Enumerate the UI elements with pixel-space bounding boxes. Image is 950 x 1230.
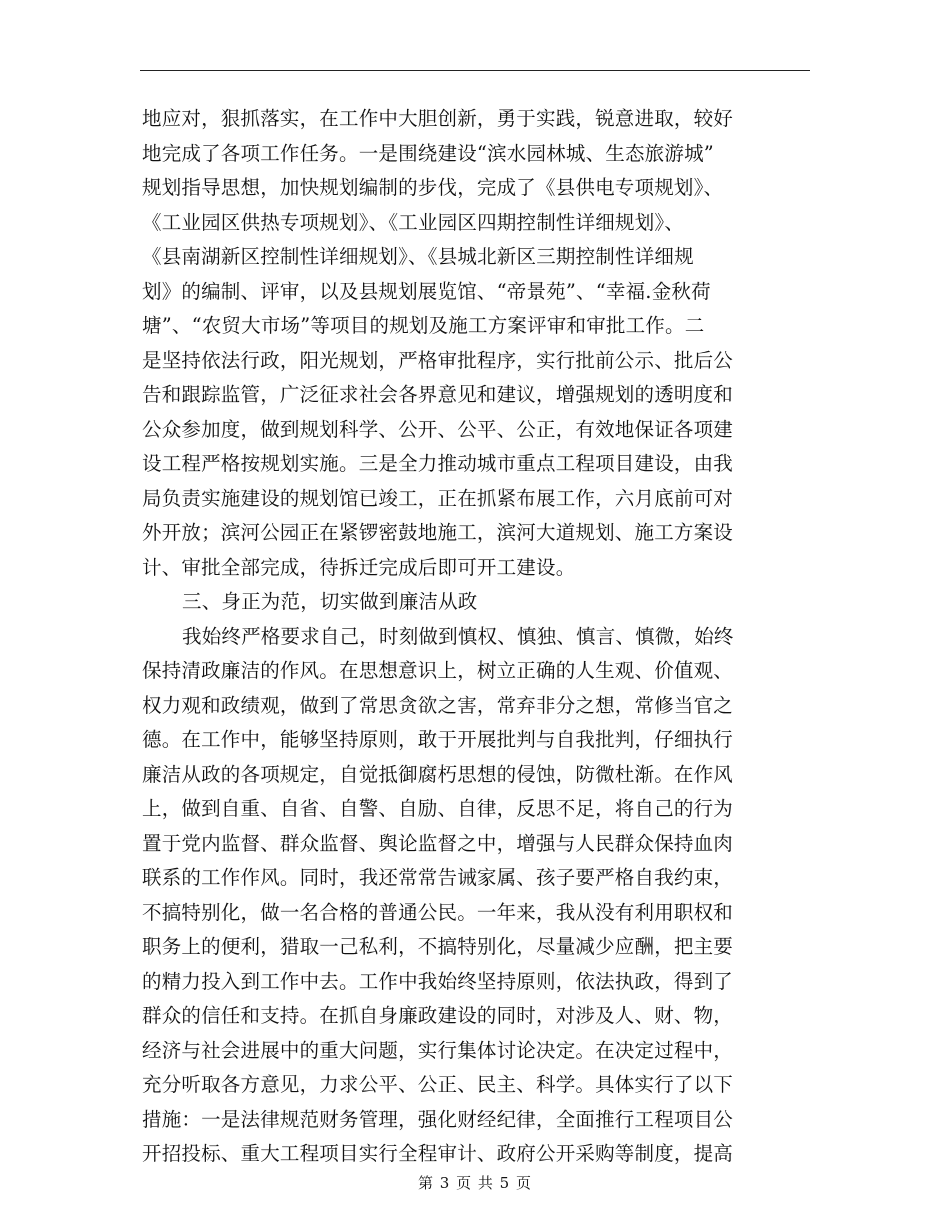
text-line: 设工程严格按规划实施。三是全力推动城市重点工程项目建设，由我 <box>142 452 734 475</box>
text-line: 告和跟踪监管，广泛征求社会各界意见和建议，增强规划的透明度和 <box>142 383 734 406</box>
text-line: 局负责实施建设的规划馆已竣工，正在抓紧布展工作，六月底前可对 <box>142 486 734 510</box>
text-line: 开招投标、重大工程项目实行全程审计、政府公开采购等制度，提高 <box>142 1142 734 1165</box>
text-line: 权力观和政绩观，做到了常思贪欲之害，常弃非分之想，常修当官之 <box>142 693 734 717</box>
text-line: 置于党内监督、群众监督、舆论监督之中，增强与人民群众保持血肉 <box>142 831 734 855</box>
document-body <box>142 102 808 1172</box>
text-line: 《工业园区供热专项规划》、《工业园区四期控制性详细规划》、 <box>142 210 685 234</box>
text-line: 是坚持依法行政，阳光规划，严格审批程序，实行批前公示、批后公 <box>142 348 734 372</box>
text-line: 职务上的便利，猎取一己私利，不搞特别化，尽量减少应酬，把主要 <box>142 935 734 958</box>
text-line: 我始终严格要求自己，时刻做到慎权、慎独、慎言、慎微，始终 <box>182 624 734 648</box>
text-line: 《县南湖新区控制性详细规划》、《县城北新区三期控制性详细规 <box>142 245 694 268</box>
text-line: 外开放；滨河公园正在紧锣密鼓地施工，滨河大道规划、施工方案设 <box>142 521 734 544</box>
text-line: 措施：一是法律规范财务管理，强化财经纪律，全面推行工程项目公 <box>142 1107 734 1131</box>
text-line: 公众参加度，做到规划科学、公开、公平、公正，有效地保证各项建 <box>142 417 734 441</box>
text-line: 划》的编制、评审，以及县规划展览馆、“帝景苑”、“幸福.金秋荷 <box>142 279 711 303</box>
text-line: 三、身正为范，切实做到廉洁从政 <box>182 590 478 613</box>
text-line: 群众的信任和支持。在抓自身廉政建设的同时，对涉及人、财、物， <box>142 1004 734 1027</box>
text-line: 充分听取各方意见，力求公平、公正、民主、科学。具体实行了以下 <box>142 1073 734 1096</box>
text-line: 经济与社会进展中的重大问题，实行集体讨论决定。在决定过程中， <box>142 1038 734 1062</box>
text-line: 塘”、“农贸大市场”等项目的规划及施工方案评审和审批工作。二 <box>142 314 705 337</box>
text-line: 地完成了各项工作任务。一是围绕建设“滨水园林城、生态旅游城” <box>142 141 714 165</box>
page-footer: 第 3 页 共 5 页 <box>418 1174 532 1192</box>
text-line: 德。在工作中，能够坚持原则，敢于开展批判与自我批判，仔细执行 <box>142 728 734 751</box>
text-line: 联系的工作作风。同时，我还常常告诫家属、孩子要严格自我约束， <box>142 866 734 889</box>
text-line: 保持清政廉洁的作风。在思想意识上，树立正确的人生观、价值观、 <box>142 659 734 682</box>
text-line: 计、审批全部完成，待拆迁完成后即可开工建设。 <box>142 555 576 579</box>
header-rule <box>140 70 810 71</box>
text-line: 规划指导思想，加快规划编制的步伐，完成了《县供电专项规划》、 <box>142 176 724 199</box>
text-line: 地应对，狠抓落实，在工作中大胆创新，勇于实践，锐意进取，较好 <box>142 107 734 130</box>
text-line: 上，做到自重、自省、自警、自励、自律，反思不足，将自己的行为 <box>142 797 734 820</box>
text-line: 不搞特别化，做一名合格的普通公民。一年来，我从没有利用职权和 <box>142 900 734 924</box>
text-line: 廉洁从政的各项规定，自觉抵御腐朽思想的侵蚀，防微杜渐。在作风 <box>142 762 734 786</box>
text-line: 的精力投入到工作中去。工作中我始终坚持原则，依法执政，得到了 <box>142 969 734 993</box>
